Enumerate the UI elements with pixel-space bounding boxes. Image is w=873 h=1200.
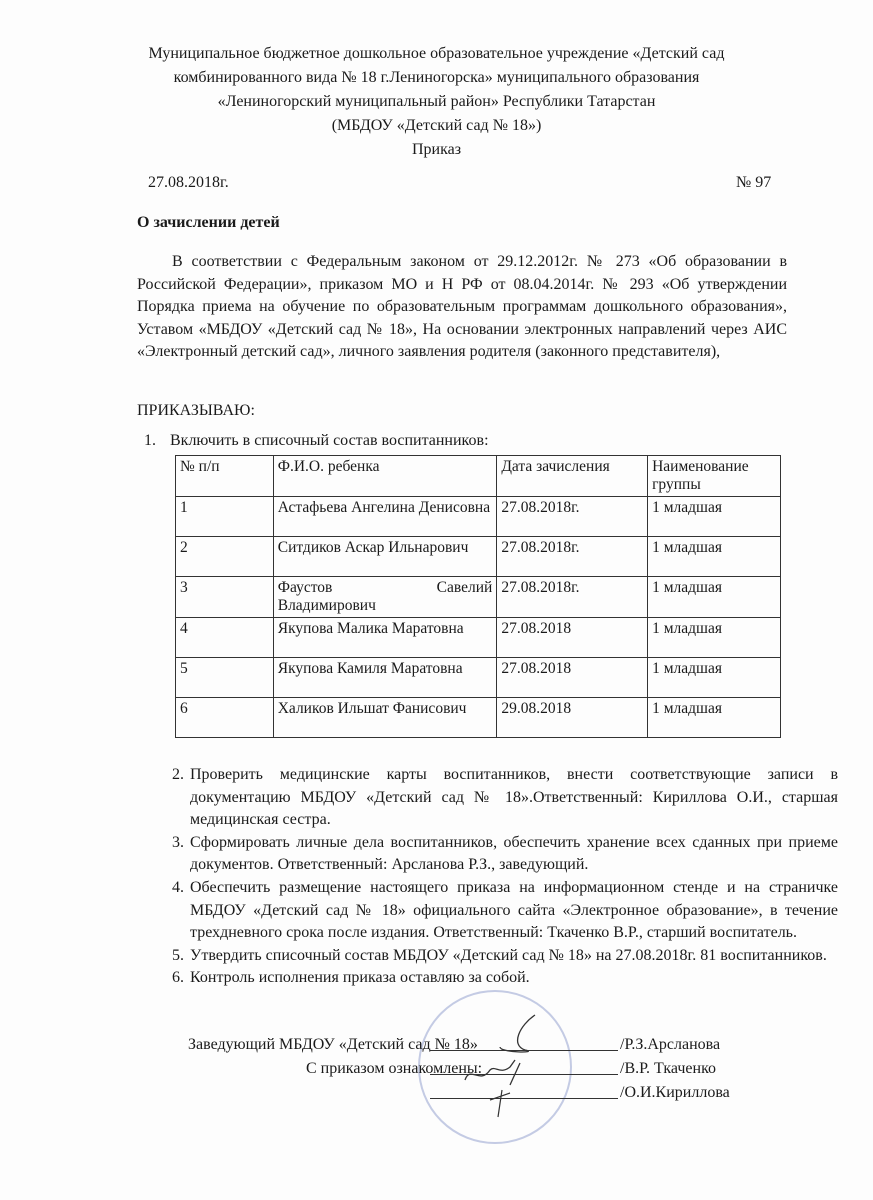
table-row — [176, 577, 781, 618]
group-name: 1 младшая — [648, 698, 781, 738]
table-row — [176, 497, 781, 537]
document-type: Приказ — [411, 141, 462, 158]
child-name: Якупова Камиля Маратовна — [273, 658, 497, 698]
order-number: № 97 — [736, 174, 772, 191]
order-item: 6. Контроль исполнения приказа оставляю за собой. — [188, 967, 838, 990]
order-item: 3. Сформировать личные дела воспитанников, обеспечить хранение всех сданных при приеме документов. Ответственный: Арсланова Р.З., заведующий. — [188, 832, 838, 877]
group-name: 1 младшая — [648, 577, 781, 618]
group-name: 1 младшая — [648, 537, 781, 577]
enrollment-date: 27.08.2018 — [497, 658, 648, 698]
enrollment-date: 27.08.2018 — [497, 618, 648, 658]
child-name: Якупова Малика Маратовна — [273, 618, 497, 658]
order-item: 2. Проверить медицинские карты воспитанников, внести соответствующие записи в документацию МБДОУ «Детский сад № 18».Ответственный: Кириллова О.И., старшая медицинская сестра. — [188, 764, 838, 832]
head-name: /Р.З.Арсланова — [620, 1036, 721, 1053]
child-name: Астафьева Ангелина Денисовна — [273, 497, 497, 537]
order-items — [137, 764, 838, 990]
column-header: Дата зачисления — [497, 456, 648, 497]
header-line: Муниципальное бюджетное дошкольное образовательное учреждение «Детский сад — [148, 45, 725, 62]
order-item: 4. Обеспечить размещение настоящего приказа на информационном стенде и на страничке МБДОУ «Детский сад № 18» официального сайта «Электронное образование», в течение трехдневного срока после издания. Ответственный: Ткаченко В.Р., старший воспитатель. — [188, 877, 838, 945]
group-name: 1 младшая — [648, 497, 781, 537]
table-row — [176, 698, 781, 738]
header-line: «Лениногорский муниципальный район» Республики Татарстан — [217, 93, 656, 110]
column-header: Наименование группы — [648, 456, 781, 497]
header-line: (МБДОУ «Детский сад № 18») — [331, 117, 542, 134]
document-header — [0, 42, 873, 162]
ack-name: /О.И.Кириллова — [620, 1084, 730, 1101]
row-number: 2 — [176, 537, 274, 577]
child-name: Фаустов Савелий Владимирович — [273, 577, 497, 618]
row-number: 6 — [176, 698, 274, 738]
table-row — [176, 618, 781, 658]
order-title: О зачислении детей — [137, 214, 280, 231]
enrollment-date: 29.08.2018 — [497, 698, 648, 738]
header-line: комбинированного вида № 18 г.Лениногорска» муниципального образования — [173, 69, 700, 86]
head-label: Заведующий МБДОУ «Детский сад № 18» — [188, 1036, 478, 1053]
column-header: № п/п — [176, 456, 274, 497]
table-row — [176, 658, 781, 698]
item-text: Включить в списочный состав воспитанников: — [170, 432, 489, 449]
child-name: Ситдиков Аскар Ильнарович — [273, 537, 497, 577]
row-number: 4 — [176, 618, 274, 658]
child-name: Халиков Ильшат Фанисович — [273, 698, 497, 738]
ack-name: /В.Р. Ткаченко — [620, 1060, 717, 1077]
group-name: 1 младшая — [648, 618, 781, 658]
enrollment-date: 27.08.2018г. — [497, 577, 648, 618]
enrollment-date: 27.08.2018г. — [497, 537, 648, 577]
column-header: Ф.И.О. ребенка — [273, 456, 497, 497]
order-date: 27.08.2018г. — [148, 174, 229, 191]
order-item: 5. Утвердить списочный состав МБДОУ «Детский сад № 18» на 27.08.2018г. 81 воспитанников. — [188, 945, 838, 968]
handwritten-signatures — [440, 1005, 590, 1120]
preamble-text: В соответствии с Федеральным законом от 29.12.2012г. № 273 «Об образовании в Российской Федерации», приказом МО и Н РФ от 08.04.2014г. № 293 «Об утверждении Порядка приема на обучение по образовательным программам дошкольного образования», Уставом «МБДОУ «Детский сад № 18», На основании электронных направлений через АИС «Электронный детский сад», личного заявления родителя (законного представителя), — [137, 253, 787, 361]
item-1: 1. Включить в списочный состав воспитанников: — [144, 432, 489, 449]
table-header-row — [176, 456, 781, 497]
preamble — [137, 251, 787, 364]
row-number: 5 — [176, 658, 274, 698]
children-table — [175, 455, 781, 738]
order-word: ПРИКАЗЫВАЮ: — [137, 402, 255, 419]
group-name: 1 младшая — [648, 658, 781, 698]
enrollment-date: 27.08.2018г. — [497, 497, 648, 537]
row-number: 3 — [176, 577, 274, 618]
table-row — [176, 537, 781, 577]
ack-label: С приказом ознакомлены: — [306, 1060, 483, 1077]
row-number: 1 — [176, 497, 274, 537]
